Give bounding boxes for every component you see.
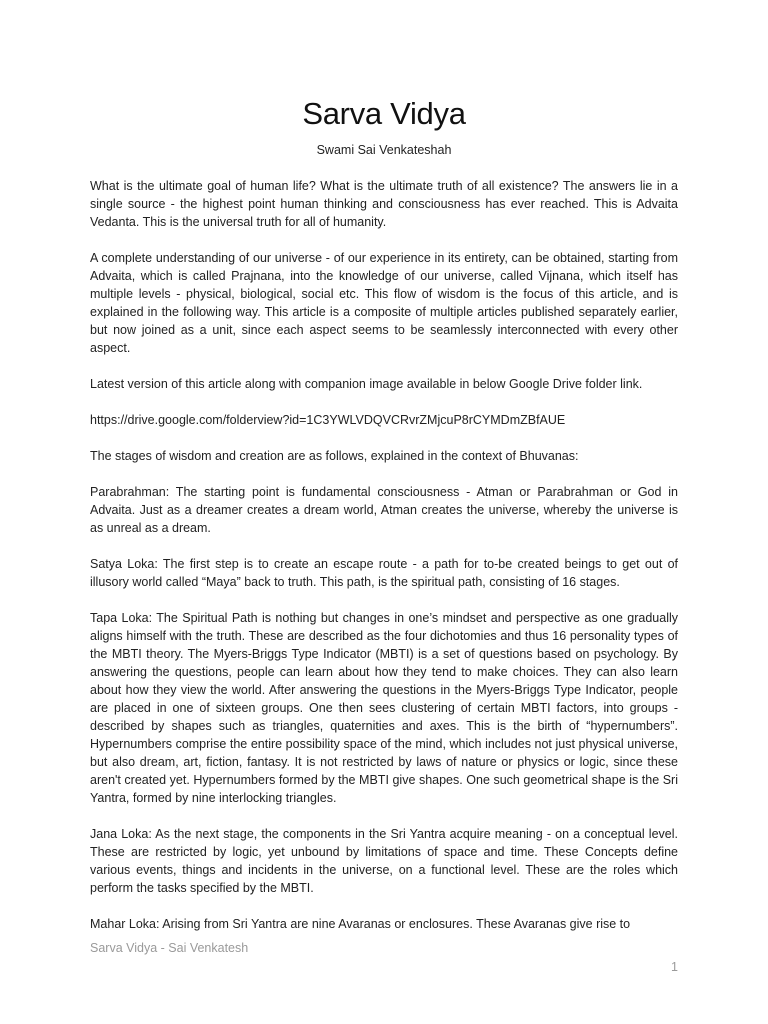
document-body [90, 177, 678, 951]
page-footer: Sarva Vidya - Sai Venkatesh [90, 941, 249, 955]
paragraph-stages-intro: The stages of wisdom and creation are as follows, explained in the context of Bhuvanas: [90, 449, 579, 463]
paragraph-latest-version: Latest version of this article along with companion image available in below Google Drive folder link. [90, 377, 643, 391]
page-number: 1 [671, 960, 678, 974]
paragraph-satya-loka: Satya Loka: The first step is to create an escape route - a path for to-be created beings to get out of illusory world called “Maya” back to truth. This path, is the spiritual path, consisting of 16 stages. [90, 557, 678, 589]
drive-link[interactable]: https://drive.google.com/folderview?id=1C3YWLVDQVCRvrZMjcuP8rCYMDmZBfAUE [90, 413, 566, 427]
paragraph-intro: What is the ultimate goal of human life? What is the ultimate truth of all existence? The answers lie in a single source - the highest point human thinking and consciousness has ever reached. This is Advaita Vedanta. This is the universal truth for all of humanity. [90, 179, 678, 229]
document-author: Swami Sai Venkateshah [316, 143, 452, 157]
paragraph-understanding: A complete understanding of our universe - of our experience in its entirety, can be obtained, starting from Advaita, which is called Prajnana, into the knowledge of our universe, called Vijnana, which itself has multiple levels - physical, biological, social etc. This flow of wisdom is the focus of this article, and is explained in the following way. This article is a composite of multiple articles published separately earlier, but now joined as a unit, since each aspect seems to be seamlessly interconnected with every other aspect. [90, 251, 678, 355]
document-title: Sarva Vidya [302, 96, 466, 131]
paragraph-jana-loka: Jana Loka: As the next stage, the components in the Sri Yantra acquire meaning - on a conceptual level. These are restricted by logic, yet unbound by limitations of space and time. These Concepts define various events, things and incidents in the universe, on a functional level. These are the roles which perform the tasks specified by the MBTI. [90, 827, 678, 895]
paragraph-tapa-loka: Tapa Loka: The Spiritual Path is nothing but changes in one’s mindset and perspective as one gradually aligns himself with the truth. These are described as the four dichotomies and thus 16 personality types of the MBTI theory. The Myers-Briggs Type Indicator (MBTI) is a set of questions based on psychology. By answering the questions, people can learn about how they tend to make choices. They can also learn about how they view the world. After answering the questions in the Myers-Briggs Type Indicator, people are placed in one of sixteen groups. One then sees clustering of certain MBTI factors, into groups - described by shapes such as triangles, quaternities and axes. This is the birth of “hypernumbers”. Hypernumbers comprise the entire possibility space of the mind, which includes not just physical universe, but also dream, art, fiction, fantasy. It is not restricted by laws of nature or physics or logic, since these aren't created yet. Hypernumbers formed by the MBTI give shapes. One such geometrical shape is the Sri Yantra, formed by nine interlocking triangles. [90, 611, 678, 805]
paragraph-mahar-loka: Mahar Loka: Arising from Sri Yantra are nine Avaranas or enclosures. These Avaranas give rise to [90, 917, 631, 931]
paragraph-parabrahman: Parabrahman: The starting point is fundamental consciousness - Atman or Parabrahman or God in Advaita. Just as a dreamer creates a dream world, Atman creates the universe, whereby the universe is as unreal as a dream. [90, 485, 678, 535]
